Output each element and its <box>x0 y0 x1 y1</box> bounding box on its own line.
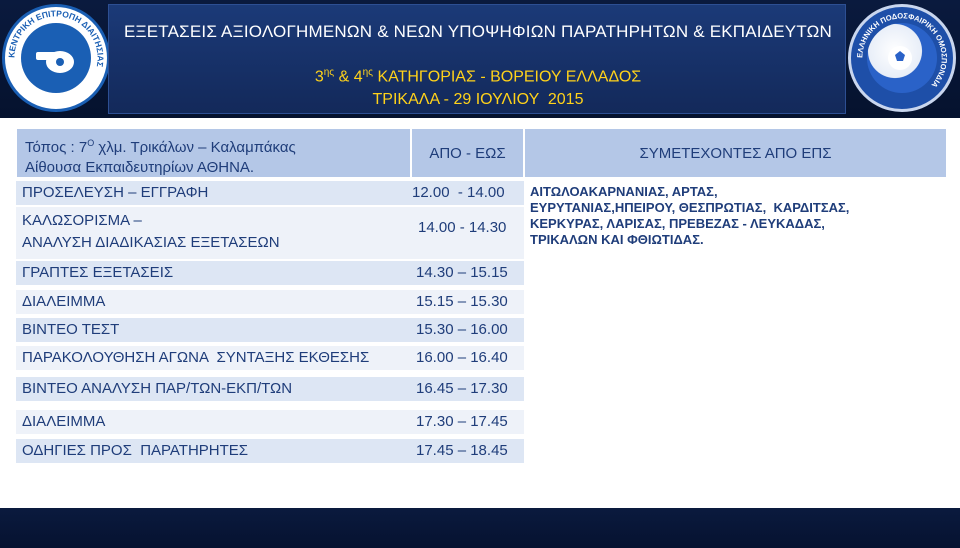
header-banner <box>108 4 846 114</box>
participants-list <box>530 184 940 248</box>
hellenic-football-federation-logo <box>848 4 956 112</box>
location-header <box>16 128 411 178</box>
schedule-row: ΠΑΡΑΚΟΛΟΥΘΗΣΗ ΑΓΩΝΑ ΣΥΝΤΑΞΗΣ ΕΚΘΕΣΗΣ 16.00 – 16.40 <box>16 346 524 370</box>
left-logo-text: ΚΕΝΤΡΙΚΗ ΕΠΙΤΡΟΠΗ ΔΙΑΙΤΗΣΙΑΣ <box>6 8 106 68</box>
place-date: ΤΡΙΚΑΛΑ - 29 ΙΟΥΛΙΟΥ 2015 <box>372 91 584 108</box>
participants-header: ΣΥΜΕΤΕΧΟΝΤΕΣ ΑΠΟ ΕΠΣ <box>524 128 947 178</box>
svg-text:ΕΛΛΗΝΙΚΗ ΠΟΔΟΣΦΑΙΡΙΚΗ ΟΜΟΣΠΟΝΔ <box>855 11 948 90</box>
bottom-band <box>0 508 960 548</box>
time-header: ΑΠΟ - ΕΩΣ <box>411 128 524 178</box>
schedule-row: ΠΡΟΣΕΛΕΥΣΗ – ΕΓΓΡΑΦΗ 12.00 - 14.00 <box>16 181 524 205</box>
schedule-row: ΔΙΑΛΕΙΜΜΑ 15.15 – 15.30 <box>16 290 524 314</box>
referee-committee-logo <box>2 4 110 112</box>
schedule-row: ΔΙΑΛΕΙΜΜΑ 17.30 – 17.45 <box>16 410 524 434</box>
schedule-row: ΓΡΑΠΤΕΣ ΕΞΕΤΑΣΕΙΣ 14.30 – 15.15 <box>16 261 524 285</box>
category-subtitle: $3^{\eta\varsigma}$ & $4^{\eta\varsigma}$ ΚΑΤΗΓΟΡΙΑΣ - ΒΟΡΕΙΟΥ ΕΛΛΑΔΟΣ <box>314 67 642 86</box>
location-line1: Τόπος : $7^O$ χλμ. Τρικάλων – Καλαμπάκας <box>25 138 296 156</box>
schedule-row: ΒΙΝΤΕΟ ΑΝΑΛΥΣΗ ΠΑΡ/ΤΩΝ-ΕΚΠ/ΤΩΝ 16.45 – 17.30 <box>16 377 524 401</box>
participants-line: ΚΕΡΚΥΡΑΣ, ΛΑΡΙΣΑΣ, ΠΡΕΒΕΖΑΣ - ΛΕΥΚΑΔΑΣ, <box>530 216 825 231</box>
schedule-row: ΚΑΛΩΣΟΡΙΣΜΑ – ΑΝΑΛΥΣΗ ΔΙΑΔΙΚΑΣΙΑΣ ΕΞΕΤΑΣΕΩΝ 14.00 - 14.30 <box>16 207 524 259</box>
logo-ring-text-right <box>851 7 953 109</box>
participants-line: ΕΥΡΥΤΑΝΙΑΣ,ΗΠΕΙΡΟΥ, ΘΕΣΠΡΩΤΙΑΣ, ΚΑΡΔΙΤΣΑΣ, <box>530 200 850 215</box>
participants-line: ΑΙΤΩΛΟΑΚΑΡΝΑΝΙΑΣ, ΑΡΤΑΣ, <box>530 184 718 199</box>
right-logo-text: ΕΛΛΗΝΙΚΗ ΠΟΔΟΣΦΑΙΡΙΚΗ ΟΜΟΣΠΟΝΔΙΑ <box>855 11 949 90</box>
logo-ring-text <box>5 7 107 109</box>
svg-text:ΚΕΝΤΡΙΚΗ ΕΠΙΤΡΟΠΗ ΔΙΑΙΤΗΣΙΑΣ <box>6 8 105 67</box>
event-title: ΕΞΕΤΑΣΕΙΣ ΑΞΙΟΛΟΓΗΜΕΝΩΝ & ΝΕΩΝ ΥΠΟΨΗΦΙΩΝ ΠΑΡΑΤΗΡΗΤΩΝ & ΕΚΠΑΙΔΕΥΤΩΝ <box>123 22 833 41</box>
schedule-row: ΒΙΝΤΕΟ ΤΕΣΤ 15.30 – 16.00 <box>16 318 524 342</box>
location-line2: Αίθουσα Εκπαιδευτηρίων ΑΘΗΝΑ. <box>25 159 255 176</box>
schedule-row: ΟΔΗΓΙΕΣ ΠΡΟΣ ΠΑΡΑΤΗΡΗΤΕΣ 17.45 – 18.45 <box>16 439 524 463</box>
participants-line: ΤΡΙΚΑΛΩΝ ΚΑΙ ΦΘΙΩΤΙΔΑΣ. <box>530 232 704 247</box>
